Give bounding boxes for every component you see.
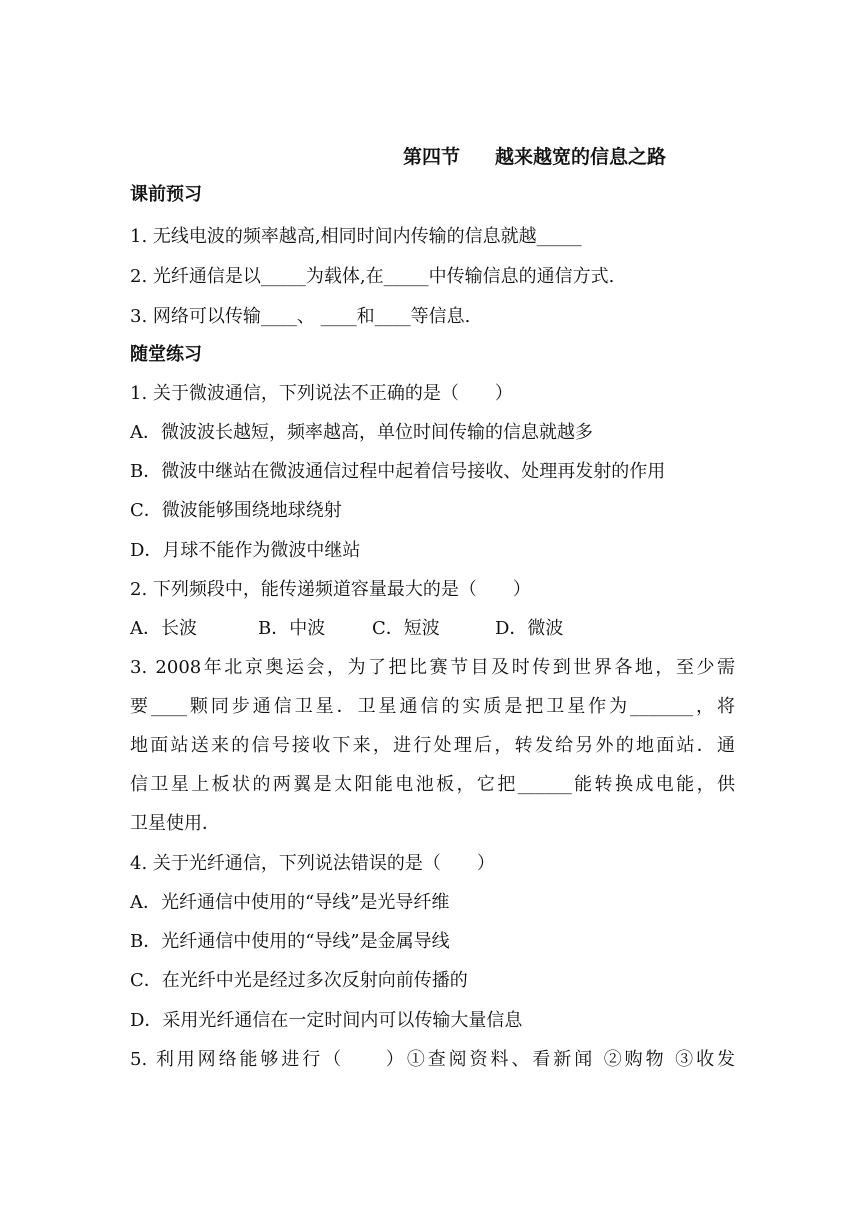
q1-stem: 1. 关于微波通信，下列说法不正确的是（ ） bbox=[130, 383, 513, 404]
practice-heading: 随堂练习 bbox=[130, 344, 202, 365]
preview-heading: 课前预习 bbox=[130, 184, 202, 205]
preview-item-3: 3. 网络可以传输____、 ____和____等信息. bbox=[130, 306, 471, 327]
q2-option-a: A．长波 bbox=[130, 618, 197, 639]
q3-line-2: 要____颗同步通信卫星．卫星通信的实质是把卫星作为_______，将 bbox=[130, 696, 735, 717]
q3-line-5: 卫星使用． bbox=[130, 813, 220, 834]
q2-stem: 2. 下列频段中，能传递频道容量最大的是（ ） bbox=[130, 579, 531, 600]
q2-option-c: C．短波 bbox=[372, 618, 440, 639]
q1-option-c: C．微波能够围绕地球绕射 bbox=[130, 500, 342, 521]
q4-option-c: C．在光纤中光是经过多次反射向前传播的 bbox=[130, 970, 468, 991]
q4-option-d: D．采用光纤通信在一定时间内可以传输大量信息 bbox=[130, 1010, 523, 1031]
preview-item-2: 2. 光纤通信是以_____为载体,在_____中传输信息的通信方式. bbox=[130, 266, 615, 287]
q4-stem: 4. 关于光纤通信，下列说法错误的是（ ） bbox=[130, 853, 495, 874]
q2-option-b: B．中波 bbox=[258, 618, 326, 639]
q1-option-a: A．微波波长越短，频率越高，单位时间传输的信息就越多 bbox=[130, 422, 593, 443]
q3-line-4: 信卫星上板状的两翼是太阳能电池板，它把______能转换成电能，供 bbox=[130, 774, 735, 795]
preview-item-1: 1. 无线电波的频率越高,相同时间内传输的信息就越_____ bbox=[130, 226, 582, 247]
section-number: 第四节 bbox=[403, 146, 461, 168]
q2-options bbox=[130, 616, 735, 642]
section-title: 越来越宽的信息之路 bbox=[495, 146, 667, 168]
q4-option-b: B．光纤通信中使用的“导线”是金属导线 bbox=[130, 931, 450, 952]
q5-stem: 5. 利用网络能够进行（ ）①查阅资料、看新闻 ②购物 ③收发 bbox=[130, 1049, 735, 1070]
q2-option-d: D．微波 bbox=[495, 618, 564, 639]
q3-line-3: 地面站送来的信号接收下来，进行处理后，转发给另外的地面站．通 bbox=[130, 735, 735, 756]
q3-line-1: 3. 2008年北京奥运会，为了把比赛节目及时传到世界各地，至少需 bbox=[130, 657, 735, 678]
q1-option-d: D．月球不能作为微波中继站 bbox=[130, 540, 361, 561]
q1-option-b: B．微波中继站在微波通信过程中起着信号接收、处理再发射的作用 bbox=[130, 461, 666, 482]
q4-option-a: A．光纤通信中使用的“导线”是光导纤维 bbox=[130, 892, 450, 913]
